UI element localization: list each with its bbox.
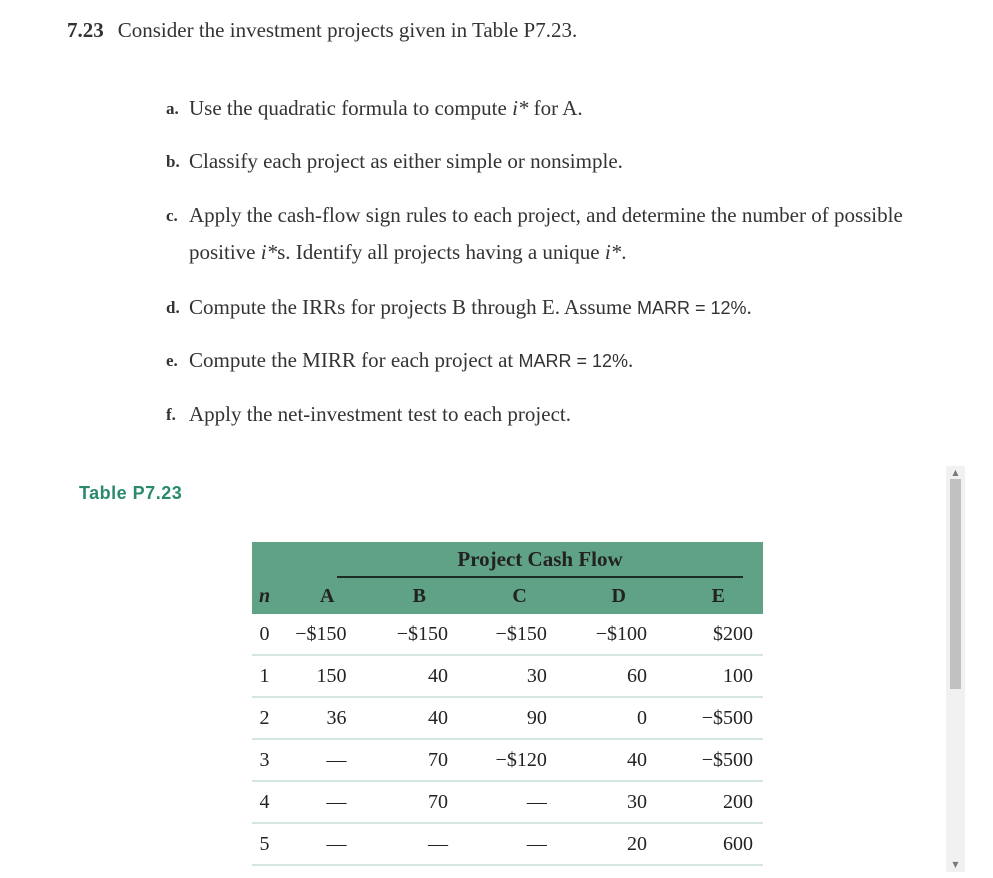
cash-flow-table <box>252 542 763 866</box>
text-segment: positive <box>189 240 261 264</box>
table-row <box>252 655 763 697</box>
cell-c: −$150 <box>458 614 557 655</box>
marr-value: MARR = 12% <box>518 351 629 371</box>
part-letter: d. <box>166 298 180 317</box>
cell-a: 150 <box>277 655 356 697</box>
column-header-b: B <box>357 578 459 614</box>
part-c <box>166 197 966 271</box>
part-text: Apply the net-investment test to each project. <box>189 402 571 426</box>
part-letter: b. <box>166 152 180 171</box>
text-segment: Compute the MIRR for each project at <box>189 348 519 372</box>
table-row <box>252 823 763 865</box>
problem-number: 7.23 <box>67 18 104 42</box>
variable-i-star: i* <box>604 240 622 264</box>
scroll-up-arrow-icon[interactable]: ▲ <box>952 468 959 477</box>
cell-d: 60 <box>557 655 657 697</box>
text-segment: Compute the IRRs for projects B through E. Assume <box>189 295 637 319</box>
text-segment: . <box>621 240 627 264</box>
table-row <box>252 781 763 823</box>
part-a <box>166 90 966 127</box>
cell-n: 1 <box>252 655 277 697</box>
cell-b: −$150 <box>357 614 459 655</box>
text-segment: Apply the cash-flow sign rules to each project, and determine the number of possible <box>189 203 903 227</box>
cell-d: −$100 <box>557 614 657 655</box>
cell-e: −$500 <box>657 697 763 739</box>
cell-c: 30 <box>458 655 557 697</box>
cell-d: 0 <box>557 697 657 739</box>
cell-a: — <box>277 781 356 823</box>
cell-e: −$500 <box>657 739 763 781</box>
marr-value: MARR = 12% <box>636 298 747 318</box>
cell-n: 2 <box>252 697 277 739</box>
cell-b: 40 <box>357 655 459 697</box>
header-spacer <box>252 542 277 578</box>
cell-b: 70 <box>357 781 459 823</box>
cell-a: 36 <box>277 697 356 739</box>
column-header-c: C <box>458 578 557 614</box>
part-b <box>166 143 966 180</box>
variable-i-star: i* <box>260 240 278 264</box>
part-e <box>166 342 966 380</box>
cell-n: 3 <box>252 739 277 781</box>
table-group-header-row <box>252 542 763 578</box>
text-segment: s. Identify all projects having a unique <box>277 240 605 264</box>
part-d <box>166 289 966 327</box>
part-text <box>189 90 966 127</box>
project-cash-flow-title: Project Cash Flow <box>337 547 743 578</box>
column-header-n: n <box>252 578 277 614</box>
cell-a: — <box>277 739 356 781</box>
cell-d: 20 <box>557 823 657 865</box>
cell-c: — <box>458 823 557 865</box>
text-segment: . <box>746 295 752 319</box>
part-letter: e. <box>166 351 178 370</box>
text-segment: Use the quadratic formula to compute <box>189 96 513 120</box>
group-header-cell <box>277 542 763 578</box>
cell-d: 40 <box>557 739 657 781</box>
part-letter: a. <box>166 99 179 118</box>
cell-b: — <box>357 823 459 865</box>
part-letter: c. <box>166 206 178 225</box>
cell-c: — <box>458 781 557 823</box>
part-text <box>189 197 966 271</box>
table-row <box>252 697 763 739</box>
vertical-scrollbar[interactable] <box>946 466 965 872</box>
cell-c: 90 <box>458 697 557 739</box>
table-row <box>252 614 763 655</box>
problem-statement: Consider the investment projects given in Table P7.23. <box>117 18 578 42</box>
column-header-e: E <box>657 578 763 614</box>
cell-e: $200 <box>657 614 763 655</box>
variable-i-star: i* <box>512 96 529 120</box>
text-segment: for A. <box>528 96 583 120</box>
part-f <box>166 396 966 433</box>
part-letter: f. <box>166 405 176 424</box>
problem-header <box>67 16 577 44</box>
cell-e: 600 <box>657 823 763 865</box>
table-column-header-row <box>252 578 763 614</box>
cell-e: 200 <box>657 781 763 823</box>
column-header-a: A <box>277 578 356 614</box>
cell-d: 30 <box>557 781 657 823</box>
table-row <box>252 739 763 781</box>
cell-n: 0 <box>252 614 277 655</box>
cell-e: 100 <box>657 655 763 697</box>
cell-b: 40 <box>357 697 459 739</box>
part-text <box>189 289 966 327</box>
part-text <box>189 342 966 380</box>
column-header-d: D <box>557 578 657 614</box>
cell-b: 70 <box>357 739 459 781</box>
scroll-down-arrow-icon[interactable]: ▼ <box>952 860 959 869</box>
cell-c: −$120 <box>458 739 557 781</box>
part-text: Classify each project as either simple or nonsimple. <box>189 149 623 173</box>
table-caption: Table P7.23 <box>79 483 183 503</box>
text-segment: . <box>628 348 634 372</box>
cell-a: — <box>277 823 356 865</box>
cell-n: 5 <box>252 823 277 865</box>
scroll-thumb[interactable] <box>950 479 961 689</box>
cell-a: −$150 <box>277 614 356 655</box>
cell-n: 4 <box>252 781 277 823</box>
